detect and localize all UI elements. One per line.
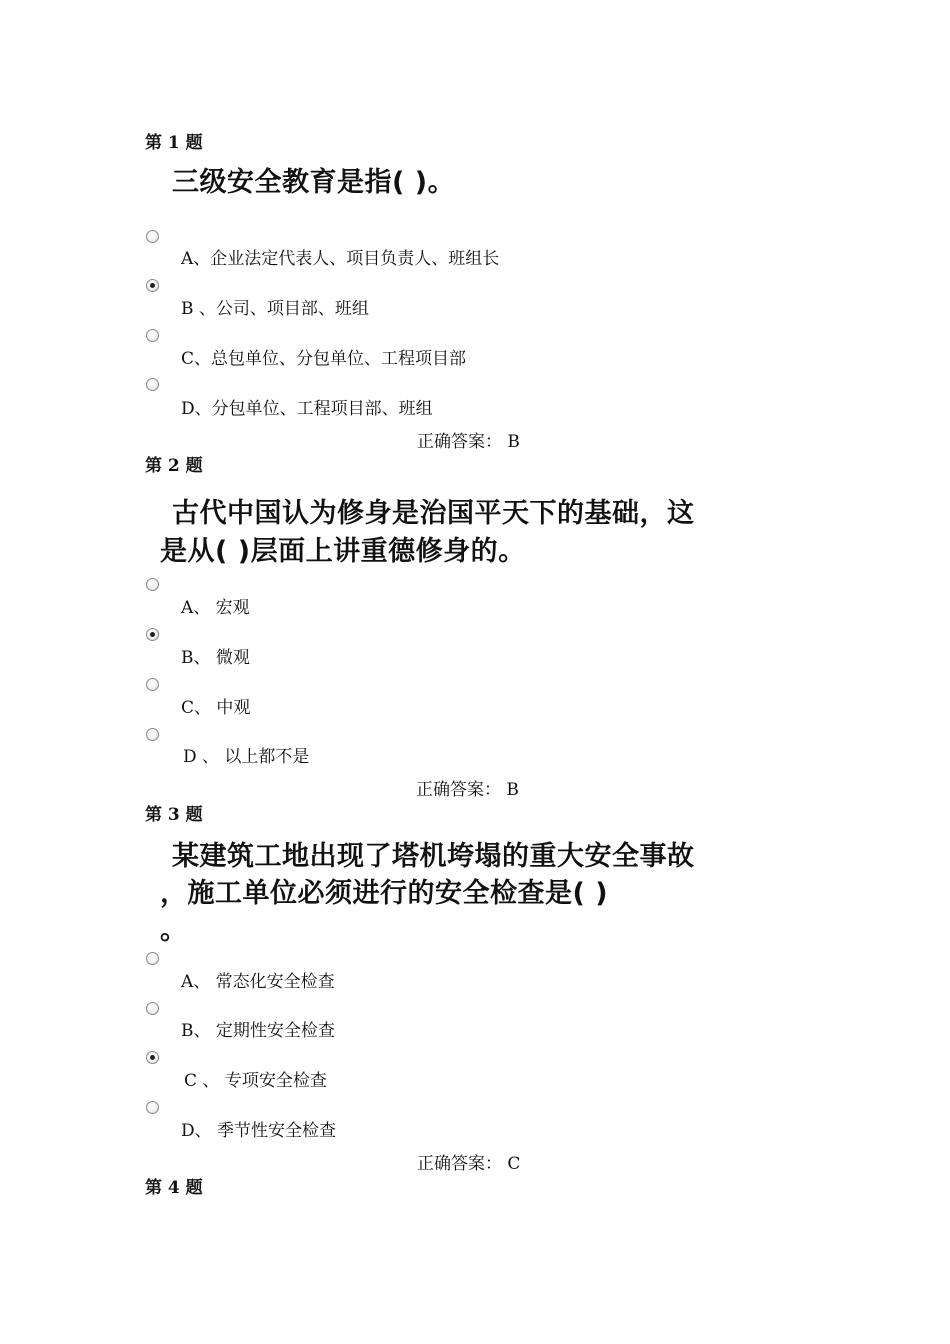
question-number: 第 1 题	[145, 133, 203, 153]
radio-button-q2-a[interactable]	[146, 578, 159, 591]
radio-button-q1-b[interactable]	[146, 279, 159, 292]
radio-button-q2-d[interactable]	[146, 728, 159, 741]
radio-button-q3-d[interactable]	[146, 1101, 159, 1114]
question-text-line-3: 。	[160, 915, 188, 946]
option-label-q2-a: A、 宏观	[181, 598, 250, 618]
radio-button-q1-c[interactable]	[146, 329, 159, 342]
option-label-q2-b: B、 微观	[181, 648, 250, 668]
radio-button-q3-b[interactable]	[146, 1002, 159, 1015]
correct-answer: 正确答案： C	[417, 1154, 521, 1174]
question-number: 第 4 题	[145, 1178, 203, 1198]
question-text-line-2: 是从( )层面上讲重德修身的。	[160, 536, 526, 567]
option-label-q3-d: D、 季节性安全检查	[181, 1121, 337, 1141]
option-label-q1-d: D、分包单位、工程项目部、班组	[181, 399, 433, 419]
question-number: 第 3 题	[145, 805, 203, 825]
option-label-q3-a: A、 常态化安全检查	[181, 972, 335, 992]
option-label-q3-b: B、 定期性安全检查	[181, 1021, 335, 1041]
radio-button-q2-c[interactable]	[146, 678, 159, 691]
option-label-q3-c: C 、 专项安全检查	[184, 1071, 327, 1091]
correct-answer: 正确答案： B	[417, 432, 520, 452]
radio-button-q2-b[interactable]	[146, 628, 159, 641]
question-text-line-1: 古代中国认为修身是治国平天下的基础，这	[172, 498, 695, 529]
question-number: 第 2 题	[145, 456, 203, 476]
option-label-q2-d: D 、 以上都不是	[183, 747, 310, 767]
correct-answer: 正确答案： B	[416, 780, 519, 800]
radio-button-q3-a[interactable]	[146, 952, 159, 965]
option-label-q1-a: A、企业法定代表人、项目负责人、班组长	[181, 249, 500, 269]
radio-button-q1-d[interactable]	[146, 378, 159, 391]
option-label-q2-c: C、 中观	[181, 698, 251, 718]
option-label-q1-b: B 、公司、项目部、班组	[181, 299, 369, 319]
question-text-line-2: ，施工单位必须进行的安全检查是( )	[160, 878, 609, 909]
radio-button-q1-a[interactable]	[146, 230, 159, 243]
radio-button-q3-c[interactable]	[146, 1051, 159, 1064]
question-text-line-1: 某建筑工地出现了塔机垮塌的重大安全事故	[172, 841, 695, 872]
option-label-q1-c: C、总包单位、分包单位、工程项目部	[181, 349, 467, 369]
question-text: 三级安全教育是指( )。	[172, 167, 456, 198]
